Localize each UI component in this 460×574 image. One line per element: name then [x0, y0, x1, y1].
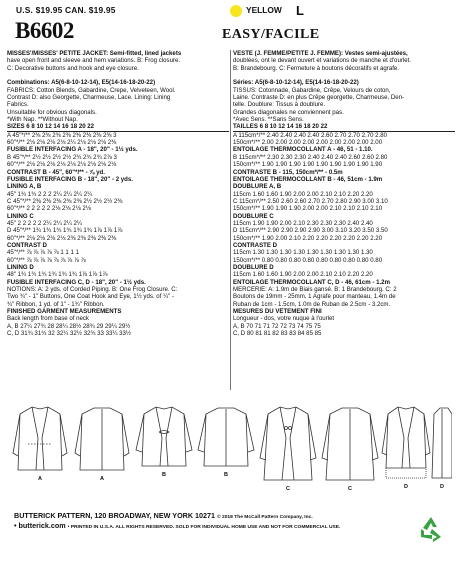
column-divider	[230, 50, 231, 390]
french-text-line: CONTRASTE B - 115, 150cm*/** - 0.5m	[233, 168, 343, 176]
english-text-line: 48" 1¾ 1¾ 1¾ 1¾ 1¾ 1¾ 1⅞ 1⅞ 1⅞	[7, 271, 108, 279]
footer-line-1	[14, 511, 404, 520]
french-text-line: 150cm*/** 2.00 2.00 2.00 2.00 2.00 2.00 2.00 2.00 2.00	[233, 139, 383, 147]
figure-b-back	[198, 408, 254, 466]
french-text-line: D 115cm*/** 2.90 2.90 2.90 2.90 3.00 3.10 3.20 3.50 3.50	[233, 227, 388, 235]
english-text-line: ¾" Ribbon, 1 yd. of 1" - 1¾" Ribbon.	[7, 300, 105, 308]
french-text-line: doublées, ont le devant ouvert et variations de manche et d'ourlet.	[233, 57, 411, 65]
english-text-line: Contrast D: also Georgette, Charmeuse, Lace. Lining: Lining	[7, 94, 171, 102]
figure-label: C	[348, 486, 352, 492]
french-text-line: 150cm*/** 0.80 0.80 0.80 0.80 0.80 0.80 0.80 0.80 0.80	[233, 256, 383, 264]
french-text-line: 150cm*/** 1.90 1.90 1.90 2.00 2.00 2.10 2.10 2.10 2.10	[233, 205, 383, 213]
french-text-line: MERCERIE: A: 1.9m de Biais gansé. B: 1 Brandebourg. C: 2	[233, 286, 397, 293]
english-text-line	[7, 72, 229, 79]
french-text-line: B 115cm*/** 2.30 2.30 2.30 2.40 2.40 2.40 2.60 2.60 2.80	[233, 153, 388, 161]
french-text-line: TISSUS: Cotonnade, Gabardine, Crêpe, Velours de coton,	[233, 86, 391, 94]
french-text-line: Séries: A5(6-8-10-12-14), E5(14-16-18-20-22)	[233, 79, 359, 87]
french-text-line: DOUBLURE C	[233, 212, 274, 220]
english-text-line: C 45"*/** 2⅜ 2⅜ 2⅜ 2⅜ 2⅜ 2½ 2½ 2½ 2⅜	[7, 197, 123, 205]
rights-notice: • PRINTED IN U.S.A. ALL RIGHTS RESERVED. SOLD FOR INDIVIDUAL HOME USE AND NOT FOR COMMERCIAL USE.	[67, 525, 341, 530]
figure-label: D	[440, 484, 444, 490]
french-text-line: C 115cm*/** 2.50 2.60 2.60 2.70 2.70 2.80 2.90 3.00 3.10	[233, 197, 388, 205]
figure-label: D	[404, 484, 408, 490]
english-text-line: 45" 1¾ 1¾ 2 2 2 2¼ 2¼ 2¼ 2¼	[7, 190, 93, 198]
french-text-line: 115cm 1.30 1.30 1.30 1.30 1.30 1.30 1.30 1.30 1.30	[233, 249, 373, 257]
english-text-line: 60"*/** 2⅛ 2⅛ 2⅛ 2⅛ 2⅜ 2⅜ 2⅜ 2⅜ 2⅜	[7, 234, 117, 242]
french-text-line: 150cm*/** 1.90 1.90 1.90 1.90 1.90 1.90 1.90 1.90 1.90	[233, 161, 383, 169]
french-text-line: Ruban de 1cm - 1.5cm, 1.0m de Ruban de 2.5cm - 3.2cm.	[233, 300, 391, 308]
french-text-line: 115cm 1.60 1.60 1.90 2.00 2.00 2.10 2.10 2.20 2.20	[233, 190, 373, 198]
english-text-line: FUSIBLE INTERFACING B - 18", 20" - 2 yds.	[7, 175, 133, 183]
french-text-line: 150cm*/** 1.90 2.00 2.10 2.20 2.20 2.20 2.20 2.20 2.20	[233, 234, 383, 242]
figure-label: B	[224, 472, 228, 478]
french-text-line: DOUBLURE A, B	[233, 183, 282, 191]
english-text-line: C, D 31¾ 31¾ 32 32¼ 32½ 32¾ 33 33¼ 33½	[7, 330, 132, 338]
english-text-line: Fabrics.	[7, 101, 29, 109]
french-text-line: TAILLES 6 8 10 12 14 16 18 20 22	[233, 123, 328, 131]
french-text-line: 115cm 1.60 1.60 1.90 2.00 2.00 2.10 2.10 2.20 2.20	[233, 271, 373, 279]
garment-illustrations	[10, 398, 452, 498]
english-text-line: have open front and sleeve and hem variations. B: Frog closure.	[7, 57, 181, 65]
figure-a-back	[75, 408, 129, 470]
english-text-line: Unsuitable for obvious diagonals.	[7, 108, 97, 116]
english-text-line: CONTRAST D	[7, 241, 47, 249]
figure-c-back	[322, 408, 378, 480]
french-text-line: 115cm 1.90 1.90 2.00 2.10 2.30 2.30 2.30 2.40 2.40	[233, 219, 373, 227]
pattern-number: B6602	[15, 18, 74, 43]
english-text-line: 60"*/** 2⅛ 2⅛ 2⅛ 2⅛ 2⅛ 2⅛ 2⅛ 2⅛ 2⅛	[7, 161, 117, 169]
english-text-line: 45"*/** ⅞ ⅞ ⅞ ⅞ ⅞ 1 1 1 1	[7, 249, 79, 257]
copyright-notice: © 2018 The McCall Pattern Company, Inc.	[217, 515, 313, 520]
english-text-line: FUSIBLE INTERFACING A - 18", 20" - 1½ yds.	[7, 146, 138, 154]
english-text-line: 60"*/** 2 2 2 2 2 2⅛ 2⅛ 2⅛ 2⅛	[7, 205, 91, 213]
french-text-line: ENTOILAGE THERMOCOLLANT B - 46, 51cm - 1.9m	[233, 175, 383, 183]
figure-label: A	[100, 476, 104, 482]
english-text-line: B 45"*/** 2½ 2½ 2½ 2½ 2¾ 2¾ 2¾ 2⅞ 3	[7, 153, 117, 161]
english-text-line: *With Nap. **Without Nap.	[7, 116, 78, 124]
french-text-line: ENTOILAGE THERMOCOLLANT A - 46, 51 - 1.10.	[233, 146, 373, 154]
english-text-line: FINISHED GARMENT MEASUREMENTS	[7, 308, 122, 316]
french-text-line: DOUBLURE D	[233, 263, 274, 271]
english-text-line: Back length from base of neck	[7, 315, 89, 323]
english-text-line: SIZES 6 8 10 12 14 16 18 20 22	[7, 123, 95, 131]
french-text-line: A 115cm*/** 2.40 2.40 2.40 2.40 2.60 2.70 2.70 2.70 2.80	[233, 131, 388, 139]
figure-c-front	[260, 407, 316, 480]
french-text-line: Boutons de 19mm - 25mm, 1 Agrafe pour manteau, 1.4m de	[233, 293, 396, 301]
french-text-line: *Avec Sens. **Sans Sens.	[233, 116, 304, 124]
english-text-line: LINING D	[7, 263, 34, 271]
figure-a-front	[13, 407, 67, 470]
color-name: YELLOW	[246, 5, 282, 15]
english-text-line: Combinations: A5(6-8-10-12-14), E5(14-16-18-20-22)	[7, 79, 156, 87]
english-text-line: FABRICS: Cotton Blends, Gabardine, Crepe, Velveteen, Wool.	[7, 86, 176, 94]
english-text-line: 60"*/** ⅞ ⅞ ⅞ ⅞ ⅞ ⅞ ⅞ ⅞ ⅞	[7, 256, 86, 264]
figure-d-front	[382, 407, 430, 478]
size-label: L	[296, 3, 304, 18]
figure-b-front	[136, 407, 192, 466]
footer-line-2	[14, 521, 404, 530]
french-text-line: VESTE (J. FEMME/PETITE J. FEMME): Vestes semi-ajustées,	[233, 50, 408, 57]
french-text-line: MESURES DU VÊTEMENT FINI	[233, 308, 322, 316]
english-text-line: NOTIONS: A: 2 yds. of Corded Piping. B: One Frog Closure. C:	[7, 286, 178, 293]
french-text-line: CONTRASTE D	[233, 241, 278, 249]
english-text-line: 45" 2 2 2 2 2 2¼ 2¼ 2¼ 2¼	[7, 219, 83, 227]
english-text-line: CONTRAST B - 45", 60"*/** - ⅞ yd.	[7, 168, 105, 176]
english-text-line: LINING C	[7, 212, 34, 220]
figure-label: C	[286, 486, 290, 492]
difficulty-label: EASY/FACILE	[222, 27, 320, 42]
french-text-line: B: Brandebourg. C: Fermeture à boutons décoratifs et agrafe.	[233, 64, 399, 72]
english-text-line: A, B 27¼ 27¾ 28 28¼ 28½ 28¾ 29 29¼ 29½	[7, 322, 131, 330]
recycle-icon	[416, 515, 446, 545]
french-text-line: C, D 80 81 81 82 83 83 84 85 85	[233, 330, 322, 338]
french-text-line: A, B 70 71 71 72 72 73 74 75 75	[233, 322, 321, 330]
color-dot	[230, 5, 242, 17]
figure-d-back	[432, 408, 452, 478]
english-text-line: C: Decorative buttons and hook and eye closure.	[7, 64, 139, 72]
english-text-line: MISSES'/MISSES' PETITE JACKET: Semi-fitted, lined jackets	[7, 50, 182, 57]
french-text-line: Longueur - dos, votre nuque à l'ourlet	[233, 315, 335, 323]
french-text-line: Grandes diagonales ne conviennent pas.	[233, 108, 344, 116]
english-text-line: A 45"*/** 2⅜ 2⅜ 2⅜ 2⅜ 2⅜ 2⅜ 2⅜ 2⅜ 3	[7, 131, 117, 139]
english-text-line: LINING A, B	[7, 183, 42, 191]
website[interactable]: • butterick.com	[14, 521, 66, 530]
english-text-line: Two ¾" - 1" Buttons, One Coat Hook and Eye, 1½ yds. of ¼" -	[7, 293, 175, 301]
english-text-line: 60"*/** 2⅛ 2⅛ 2⅛ 2⅛ 2¼ 2⅛ 2⅛ 2⅛ 2⅜	[7, 139, 117, 147]
publisher-address: BUTTERICK PATTERN, 120 BROADWAY, NEW YORK 10271	[14, 511, 216, 520]
price: U.S. $19.95 CAN. $19.95	[16, 5, 116, 15]
figure-label: B	[162, 472, 166, 478]
french-column	[233, 50, 455, 337]
english-text-line: D 45"*/** 1¾ 1¾ 1¾ 1¾ 1¾ 1¾ 1⅞ 1⅞ 1⅞	[7, 227, 123, 235]
figure-label: A	[38, 476, 42, 482]
french-text-line: Laine. Contraste D: en plus Crêpe georgette, Charmeuse, Den-	[233, 94, 405, 102]
french-text-line	[233, 72, 455, 79]
english-column	[7, 50, 229, 337]
french-text-line: telle. Doublure: Tissus à doublure.	[233, 101, 326, 109]
french-text-line: ENTOILAGE THERMOCOLLANT C, D - 46, 61cm - 1.2m	[233, 278, 390, 286]
english-text-line: FUSIBLE INTERFACING C, D - 18", 20" - 1½ yds.	[7, 278, 146, 286]
